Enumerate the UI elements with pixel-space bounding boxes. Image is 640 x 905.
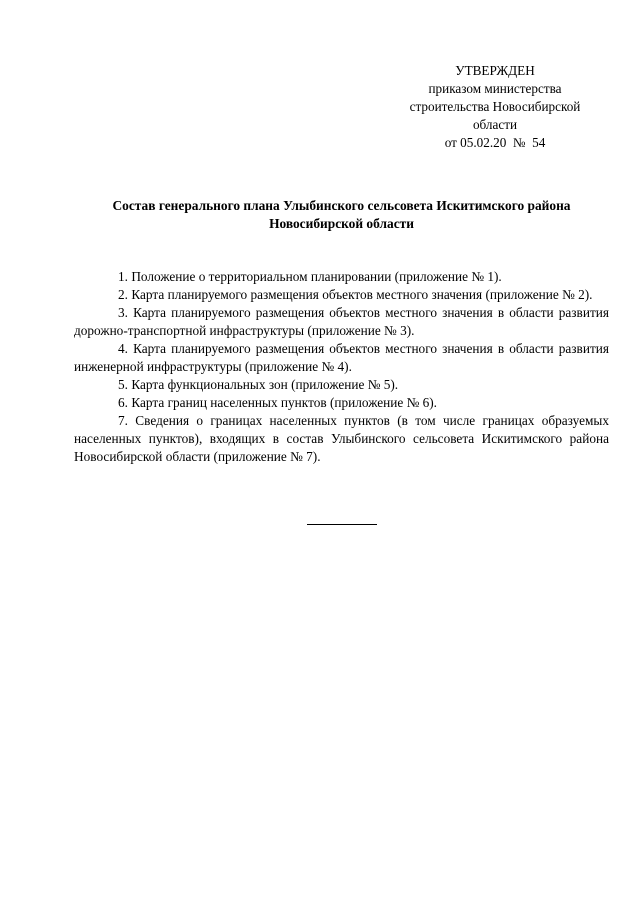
item-text: Карта функциональных зон (приложение № 5).: [131, 377, 399, 392]
item-text: Карта границ населенных пунктов (приложение № 6).: [131, 395, 438, 410]
list-item: [74, 286, 609, 304]
approval-heading: УТВЕРЖДЕН: [455, 63, 535, 78]
item-text: Положение о территориальном планировании (приложение № 1).: [131, 269, 502, 284]
document-title: [74, 197, 609, 233]
list-item: [74, 268, 609, 286]
list-item: [74, 376, 609, 394]
approval-ministry-line: строительства Новосибирской: [409, 99, 581, 114]
closing-rule: [307, 524, 377, 525]
title-line-1: Состав генерального плана Улыбинского сельсовета Искитимского района: [112, 198, 571, 213]
list-item: [74, 340, 609, 376]
item-number: 5.: [118, 377, 128, 392]
item-number: 2.: [118, 287, 128, 302]
item-text: Сведения о границах населенных пунктов (в том числе границах образуемых населенных пунктов), входящих в состав Улыбинского сельсовета Искитимского района Новосибирской области (приложение № 7).: [74, 413, 610, 464]
list-item: [74, 394, 609, 412]
item-number: 3.: [118, 305, 128, 320]
approval-region-line: области: [472, 117, 518, 132]
list-item: [74, 304, 609, 340]
approval-order-line: приказом министерства: [428, 81, 562, 96]
item-number: 7.: [118, 413, 128, 428]
item-text: Карта планируемого размещения объектов местного значения в области развития инженерной инфраструктуры (приложение № 4).: [74, 341, 609, 374]
item-number: 4.: [118, 341, 128, 356]
item-text: Карта планируемого размещения объектов местного значения в области развития дорожно-транспортной инфраструктуры (приложение № 3).: [74, 305, 609, 338]
list-item: [74, 412, 609, 466]
item-number: 6.: [118, 395, 128, 410]
item-number: 1.: [118, 269, 128, 284]
approval-stamp: [380, 62, 610, 152]
item-text: Карта планируемого размещения объектов местного значения (приложение № 2).: [131, 287, 593, 302]
approval-date-number: от 05.02.20 № 54: [444, 135, 546, 150]
contents-list: [74, 268, 609, 466]
title-line-2: Новосибирской области: [269, 216, 414, 231]
